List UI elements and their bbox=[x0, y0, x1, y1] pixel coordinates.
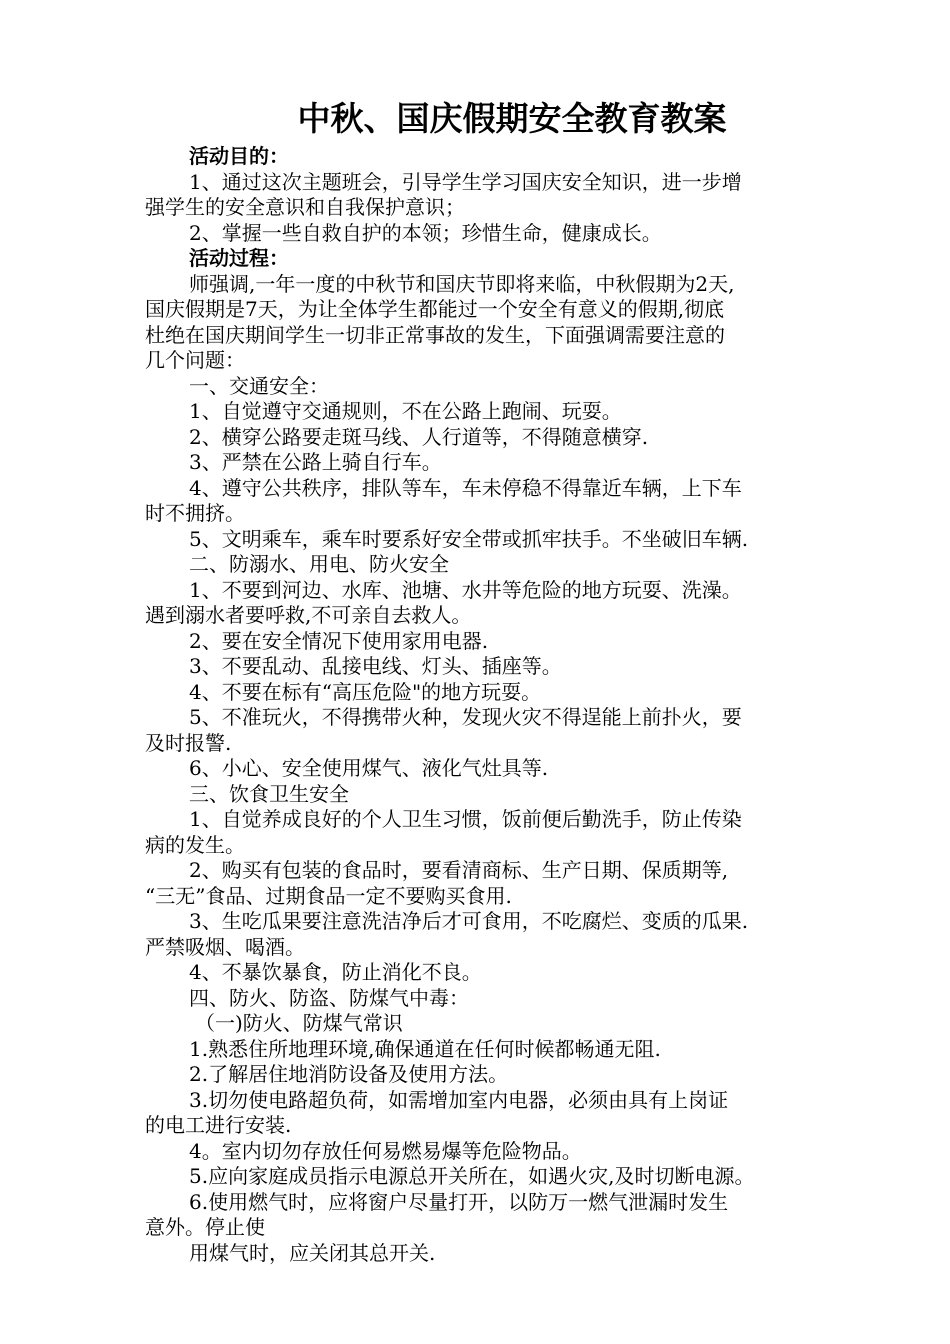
paragraph-line: 1.熟悉住所地理环境,确保通道在任何时候都畅通无阻. bbox=[189, 1036, 661, 1061]
paragraph-line: 2、横穿公路要走斑马线、人行道等，不得随意横穿. bbox=[189, 424, 649, 449]
paragraph-line: 6、小心、安全使用煤气、液化气灶具等. bbox=[189, 756, 549, 780]
paragraph-line: 几个问题： bbox=[145, 348, 245, 372]
subheading-fire-theft-gas: 四、防火、防盗、防煤气中毒： bbox=[189, 985, 469, 1010]
document-title: 中秋、国庆假期安全教育教案 bbox=[297, 99, 727, 138]
paragraph-line: 5.应向家庭成员指示电源总开关所在，如遇火灾,及时切断电源。 bbox=[189, 1164, 755, 1188]
paragraph-line: 1、通过这次主题班会，引导学生学习国庆安全知识，进一步增 bbox=[189, 169, 742, 194]
paragraph-line: “三无”食品、过期食品一定不要购买食用. bbox=[145, 883, 512, 908]
paragraph-line: 的电工进行安装. bbox=[145, 1113, 292, 1137]
paragraph-line: 6.使用燃气时，应将窗户尽量打开，以防万一燃气泄漏时发生 bbox=[189, 1189, 729, 1214]
section-heading-purpose: 活动目的： bbox=[189, 144, 289, 168]
paragraph-line: 1、不要到河边、水库、池塘、水井等危险的地方玩耍、洗澡。 bbox=[189, 577, 742, 602]
paragraph-line: 3.切勿使电路超负荷，如需增加室内电器，必须由具有上岗证 bbox=[189, 1087, 729, 1112]
paragraph-line: 师强调,一年一度的中秋节和国庆节即将来临，中秋假期为2天, bbox=[189, 271, 735, 296]
paragraph-line: 杜绝在国庆期间学生一切非正常事故的发生，下面强调需要注意的 bbox=[145, 322, 725, 347]
paragraph-line: 3、不要乱动、乱接电线、灯头、插座等。 bbox=[189, 654, 562, 678]
paragraph-line: 2.了解居住地消防设备及使用方法。 bbox=[189, 1062, 509, 1086]
paragraph-line: 4、不要在标有“高压危险"的地方玩耍。 bbox=[189, 679, 542, 704]
paragraph-line: 强学生的安全意识和自我保护意识； bbox=[145, 195, 465, 219]
section-heading-process: 活动过程： bbox=[189, 246, 289, 270]
paragraph-line: 国庆假期是7天，为让全体学生都能过一个安全有意义的假期,彻底 bbox=[145, 297, 725, 321]
paragraph-line: 1、自觉养成良好的个人卫生习惯，饭前便后勤洗手，防止传染 bbox=[189, 807, 742, 831]
paragraph-line: 时不拥挤。 bbox=[145, 501, 245, 525]
paragraph-line: 5、不准玩火，不得携带火种，发现火灾不得逞能上前扑火，要 bbox=[189, 705, 742, 729]
paragraph-line: 2、要在安全情况下使用家用电器. bbox=[189, 628, 489, 653]
paragraph-line: 4。室内切勿存放任何易燃易爆等危险物品。 bbox=[189, 1138, 582, 1163]
paragraph-line: 2、购买有包装的食品时，要看清商标、生产日期、保质期等, bbox=[189, 858, 729, 882]
paragraph-line: 遇到溺水者要呼救,不可亲自去救人。 bbox=[145, 603, 472, 627]
paragraph-line: 1、自觉遵守交通规则，不在公路上跑闹、玩耍。 bbox=[189, 399, 622, 423]
subheading-water-electric-fire: 二、防溺水、用电、防火安全 bbox=[189, 552, 449, 576]
subheading-food-safety: 三、饮食卫生安全 bbox=[189, 781, 349, 806]
paragraph-line: 严禁吸烟、喝酒。 bbox=[145, 934, 305, 959]
subheading-traffic: 一、交通安全： bbox=[189, 373, 329, 398]
paragraph-line: 5、文明乘车，乘车时要系好安全带或抓牢扶手。不坐破旧车辆. bbox=[189, 526, 749, 551]
paragraph-line: 3、生吃瓜果要注意洗洁净后才可食用，不吃腐烂、变质的瓜果. bbox=[189, 909, 749, 933]
paragraph-line: 意外。停止使 bbox=[145, 1215, 265, 1239]
paragraph-line: 4、遵守公共秩序，排队等车，车未停稳不得靠近车辆，上下车 bbox=[189, 475, 742, 500]
document-body bbox=[145, 144, 810, 1266]
subheading-fire-gas-knowledge: （一)防火、防煤气常识 bbox=[195, 1011, 403, 1035]
paragraph-line: 3、严禁在公路上骑自行车。 bbox=[189, 450, 442, 474]
paragraph-line: 4、不暴饮暴食，防止消化不良。 bbox=[189, 960, 482, 984]
paragraph-line: 用煤气时，应关闭其总开关. bbox=[189, 1240, 436, 1265]
paragraph-line: 2、掌握一些自救自护的本领；珍惜生命，健康成长。 bbox=[189, 220, 662, 245]
paragraph-line: 病的发生。 bbox=[145, 832, 245, 857]
paragraph-line: 及时报警. bbox=[145, 730, 232, 755]
